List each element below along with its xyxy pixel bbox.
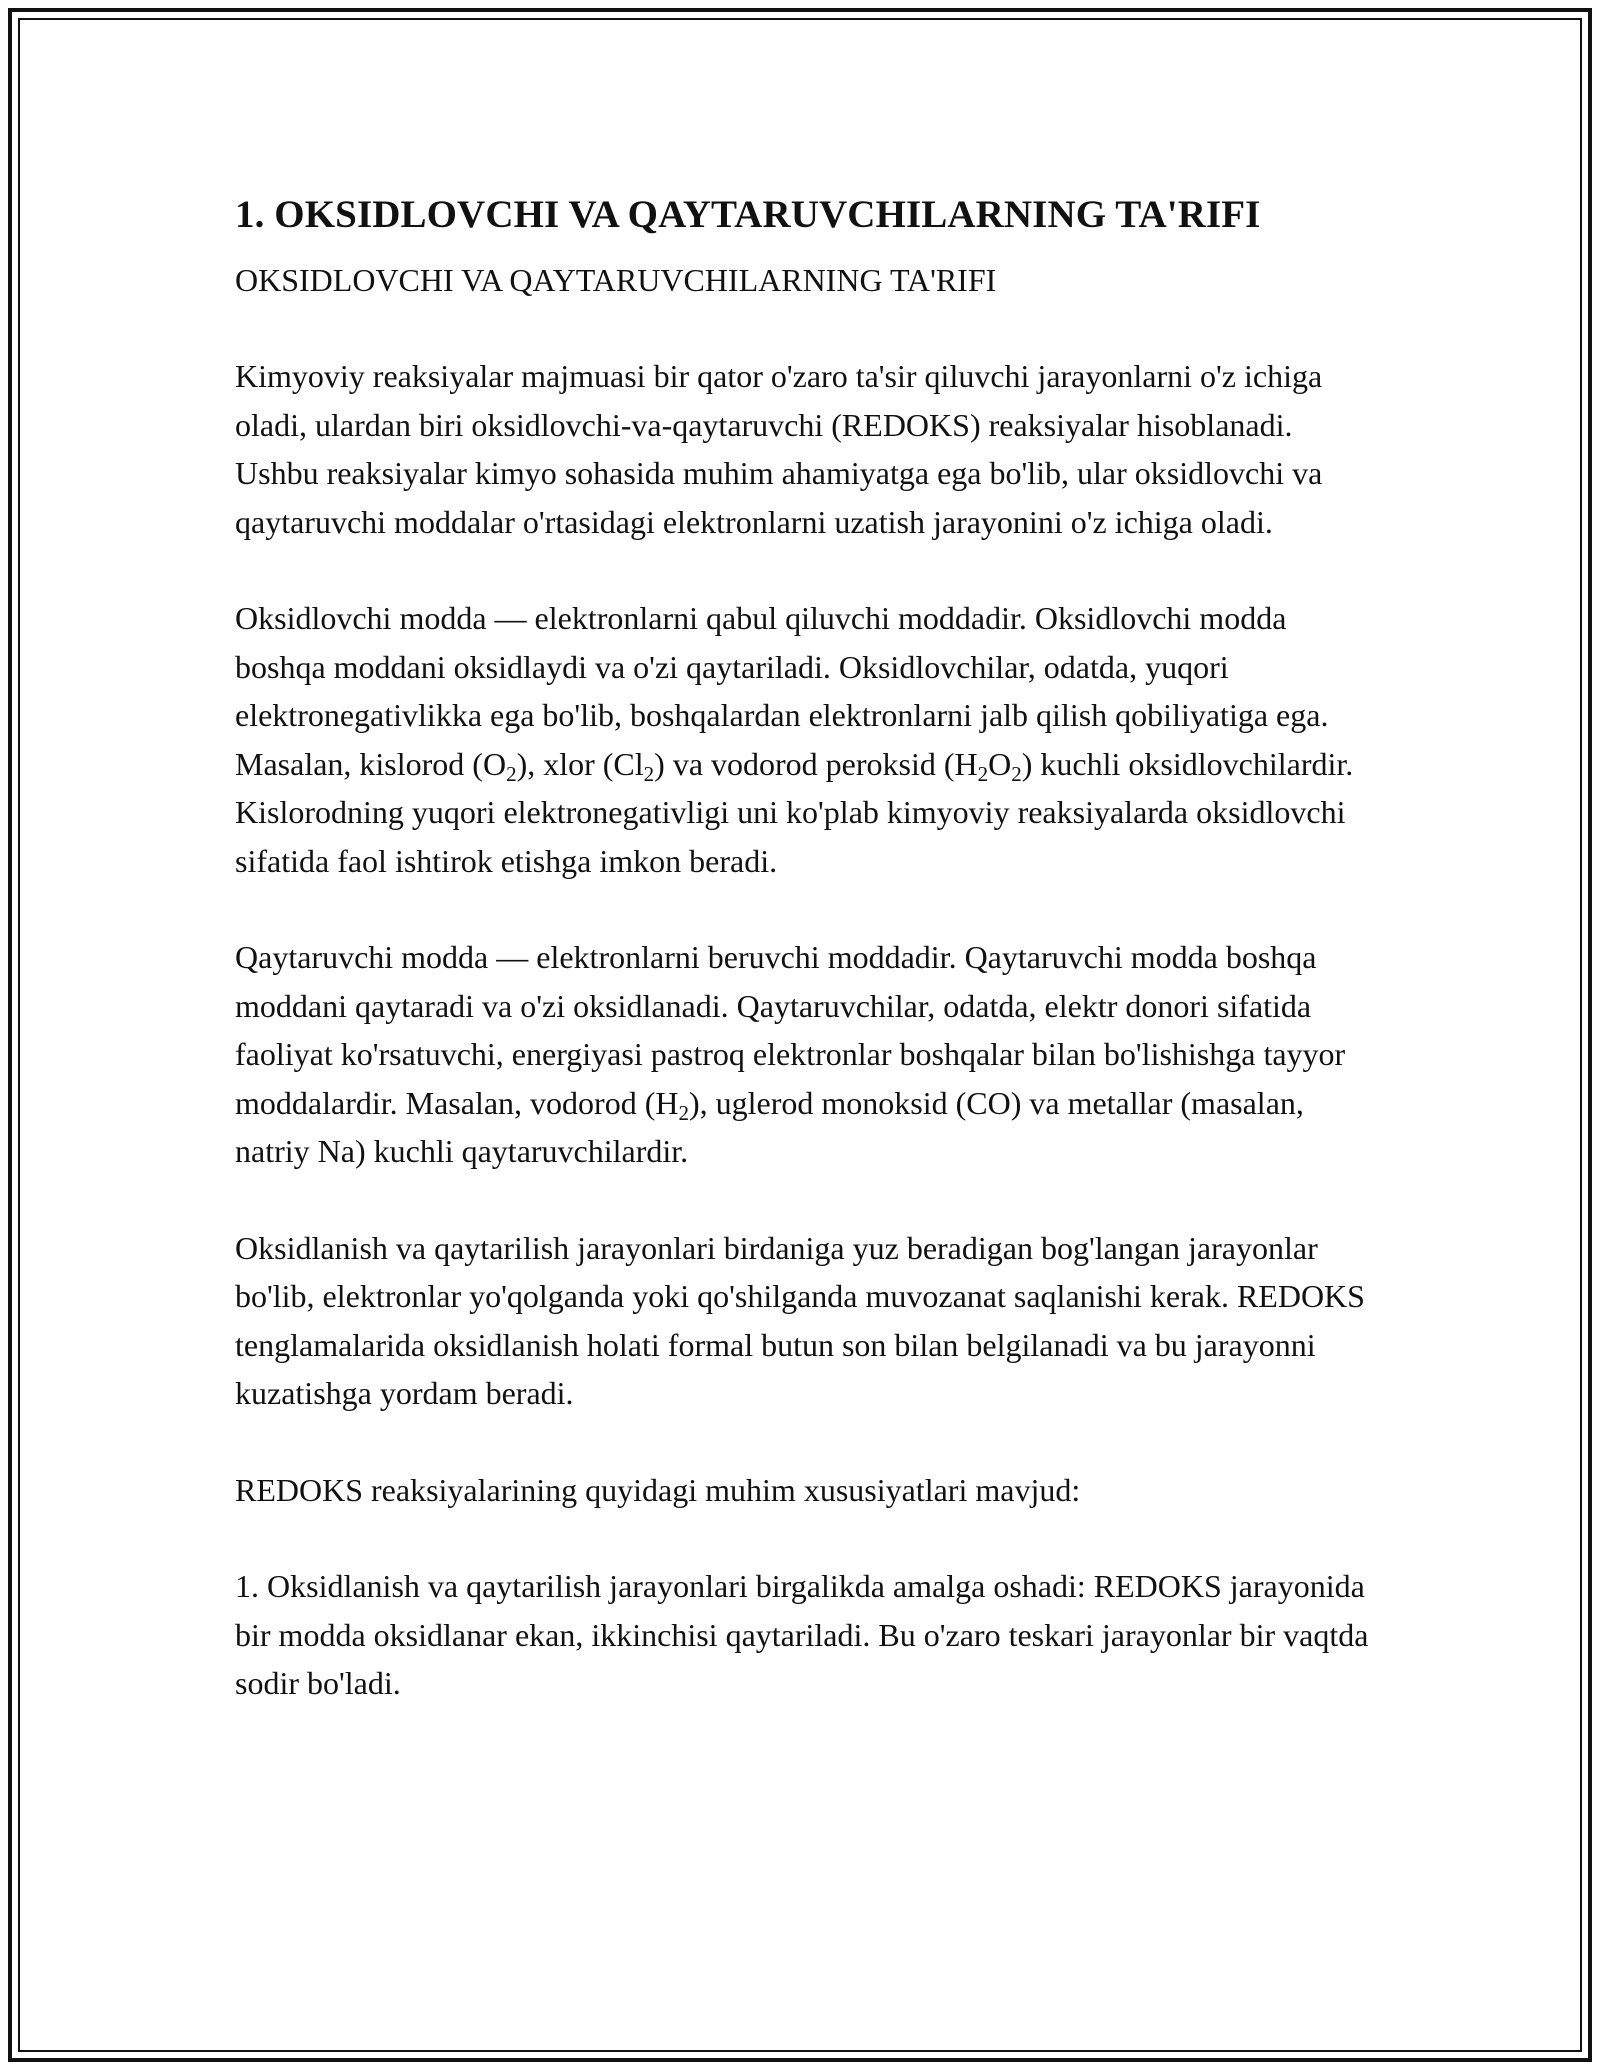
paragraph-property-1: 1. Oksidlanish va qaytarilish jarayonlari birgalikda amalga oshadi: REDOKS jarayonida bir modda oksidlanar ekan, ikkinchisi qaytariladi. Bu o'zaro teskari jarayonlar bir vaqtda sodir bo'ladi. — [235, 1568, 1369, 1701]
paragraph-reducer-text-1: Qaytaruvchi modda — elektronlarni beruvchi moddadir. Qaytaruvchi modda boshqa moddani qaytaradi va o'zi oksidlanadi. Qaytaruvchilar, odatda, elektr donori sifatida faoliyat ko'rsatuvchi, energiyasi pastroq elektronlar boshqalar bilan bo'lishishga tayyor moddalardir. Masalan, vodorod (H — [235, 939, 1346, 1121]
paragraph-intro: Kimyoviy reaksiyalar majmuasi bir qator o'zaro ta'sir qiluvchi jarayonlarni o'z ichiga oladi, ulardan biri oksidlovchi-va-qaytaruvchi (REDOKS) reaksiyalar hisoblanadi. Ushbu reaksiyalar kimyo sohasida muhim ahamiyatga ega bo'lib, ular oksidlovchi va qaytaruvchi moddalar o'rtasidagi elektronlarni uzatish jarayonini o'z ichiga oladi. — [235, 358, 1323, 540]
paragraph-oxidizer-text-1: Oksidlovchi modda — elektronlarni qabul qiluvchi moddadir. Oksidlovchi modda boshqa moddani oksidlaydi va o'zi qaytariladi. Oksidlovchilar, odatda, yuqori elektronegativlikka ega bo'lib, boshqalardan elektronlarni jalb qilish qobiliyatiga ega. Masalan, kislorod (O — [235, 600, 1329, 782]
paragraph-reducer-text-2: ), uglerod monoksid (CO) va metallar (masalan, natriy Na) kuchli qaytaruvchilardir. — [235, 1084, 1304, 1169]
document-subtitle: OKSIDLOVCHI VA QAYTARUVCHILARNING TA'RIFI — [235, 262, 997, 298]
paragraph-reducer — [235, 933, 1375, 1176]
paragraph-oxidizer-text-3: ) va vodorod peroksid (H — [654, 745, 978, 782]
subscript-cl2: 2 — [643, 761, 655, 786]
paragraph-coupled-processes: Oksidlanish va qaytarilish jarayonlari birdaniga yuz beradigan bog'langan jarayonlar bo'lib, elektronlar yo'qolganda yoki qo'shilganda muvozanat saqlanishi kerak. REDOKS tenglamalarida oksidlanish holati formal butun son bilan belgilanadi va bu jarayonni kuzatishga yordam beradi. — [235, 1229, 1365, 1411]
paragraph-oxidizer-text-2: ), xlor (Cl — [516, 745, 644, 782]
subscript-h2-hydrogen: 2 — [678, 1100, 689, 1125]
document-title: 1. OKSIDLOVCHI VA QAYTARUVCHILARNING TA'RIFI — [235, 193, 1261, 236]
subscript-o2-peroxide: 2 — [1011, 761, 1022, 786]
paragraph-oxidizer — [235, 594, 1375, 885]
document-body — [235, 186, 1375, 1708]
paragraph-oxidizer-text-5: ) kuchli oksidlovchilardir. Kislorodning yuqori elektronegativligi uni ko'plab kimyoviy reaksiyalarda oksidlovchi sifatida faol ishtirok etishga imkon beradi. — [235, 745, 1354, 879]
paragraph-oxidizer-text-4: O — [988, 745, 1012, 782]
subscript-o2: 2 — [506, 761, 517, 786]
subscript-h2: 2 — [977, 761, 989, 786]
paragraph-properties-intro: REDOKS reaksiyalarining quyidagi muhim xususiyatlari mavjud: — [235, 1471, 1081, 1508]
